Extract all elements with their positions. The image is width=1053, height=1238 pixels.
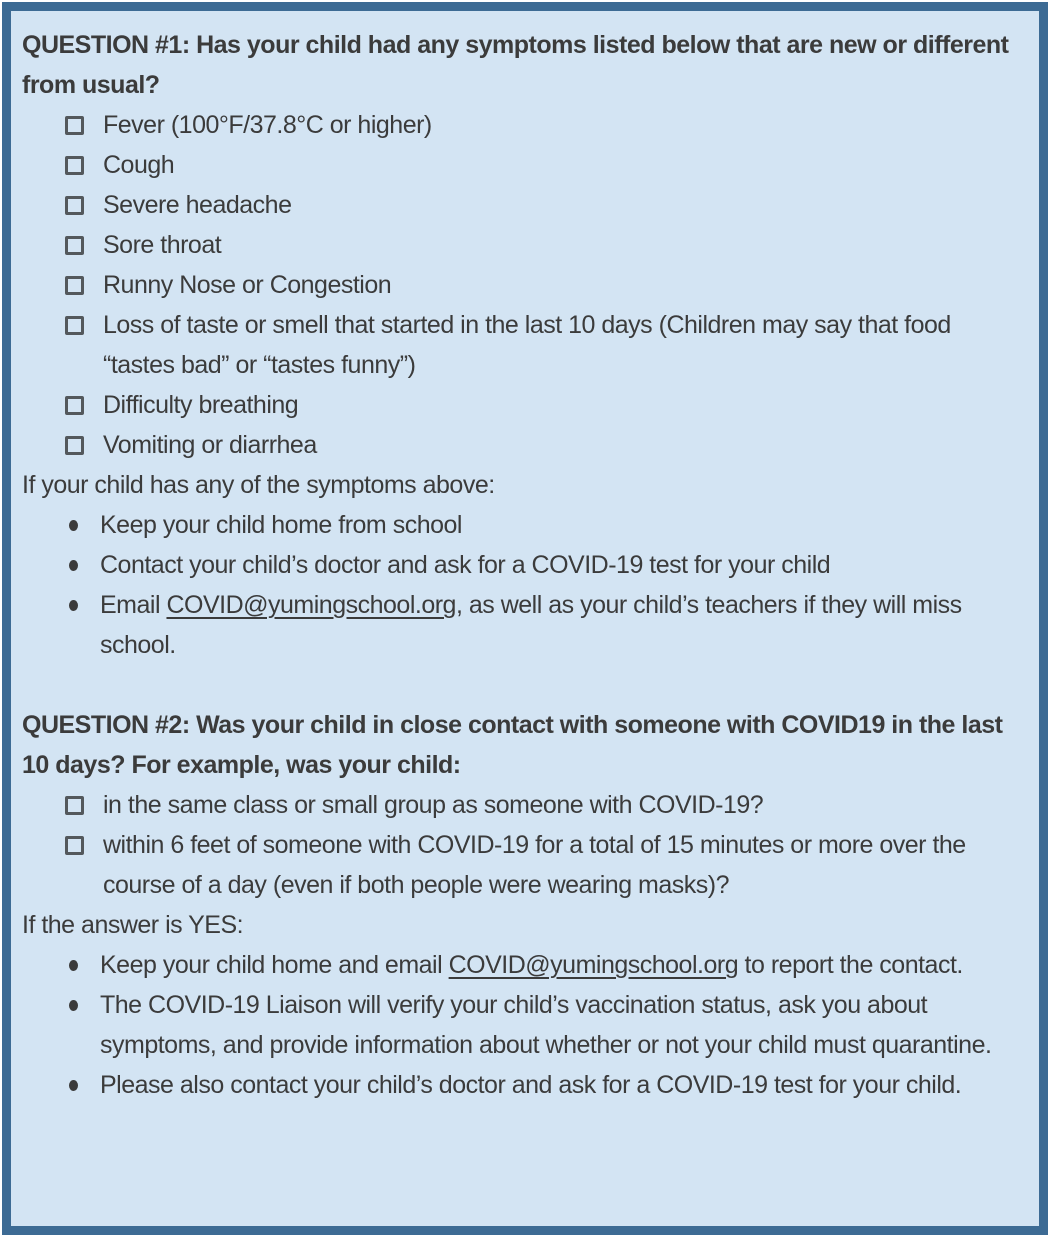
question1-followup-intro: If your child has any of the symptoms above: <box>22 471 495 499</box>
action-text-suffix: , as well as your child’s teachers if they will miss school. <box>100 591 962 659</box>
symptom-label: Vomiting or diarrhea <box>103 431 317 459</box>
symptom-checkbox[interactable] <box>65 116 84 135</box>
bullet-icon <box>69 520 78 531</box>
symptom-checkbox[interactable] <box>65 316 84 335</box>
action-text-prefix: Email <box>100 591 167 619</box>
symptom-item-headache <box>22 185 1025 225</box>
symptom-checkbox[interactable] <box>65 156 84 175</box>
action-text: Keep your child home from school <box>100 511 462 539</box>
email-link[interactable]: COVID@yumingschool.org <box>166 591 456 619</box>
symptom-checkbox[interactable] <box>65 236 84 255</box>
question2-action-list <box>22 945 1025 1105</box>
condition-item-within-6-feet <box>22 825 1025 905</box>
action-text <box>100 951 963 979</box>
symptom-item-difficulty-breathing <box>22 385 1025 425</box>
action-item-contact-doctor <box>22 545 1025 585</box>
bullet-icon <box>69 1000 78 1011</box>
symptom-item-fever <box>22 105 1025 145</box>
action-text-suffix: to report the contact. <box>738 951 963 979</box>
bullet-icon <box>69 600 78 611</box>
action-text-prefix: Keep your child home and email <box>100 951 449 979</box>
symptom-checkbox[interactable] <box>65 436 84 455</box>
symptom-item-vomiting <box>22 425 1025 465</box>
condition-checkbox[interactable] <box>65 796 84 815</box>
symptom-checkbox[interactable] <box>65 396 84 415</box>
symptom-label: Cough <box>103 151 175 179</box>
symptom-label: Difficulty breathing <box>103 391 299 419</box>
symptom-item-loss-of-taste <box>22 305 1025 385</box>
symptom-label: Fever (100°F/37.8°C or higher) <box>103 111 432 139</box>
symptom-label: Severe headache <box>103 191 292 219</box>
question2-heading: QUESTION #2: Was your child in close contact with someone with COVID19 in the last 10 days? For example, was your child: <box>22 711 1003 779</box>
symptom-label: Sore throat <box>103 231 222 259</box>
symptom-label: Runny Nose or Congestion <box>103 271 392 299</box>
symptom-item-sore-throat <box>22 225 1025 265</box>
action-text: Contact your child’s doctor and ask for a COVID-19 test for your child <box>100 551 831 579</box>
email-link[interactable]: COVID@yumingschool.org <box>448 951 739 979</box>
bullet-icon <box>69 560 78 571</box>
question1-symptom-list <box>22 105 1025 465</box>
action-item-keep-home <box>22 505 1025 545</box>
symptom-label: Loss of taste or smell that started in the last 10 days (Children may say that food “tastes bad” or “tastes funny”) <box>103 311 951 379</box>
condition-item-same-class <box>22 785 1025 825</box>
action-text: The COVID-19 Liaison will verify your child’s vaccination status, ask you about symptoms, and provide information about whether or not your child must quarantine. <box>100 991 992 1059</box>
symptom-item-runny-nose <box>22 265 1025 305</box>
condition-label: within 6 feet of someone with COVID-19 for a total of 15 minutes or more over the course of a day (even if both people were wearing masks)? <box>103 831 966 899</box>
symptom-checkbox[interactable] <box>65 196 84 215</box>
symptom-checkbox[interactable] <box>65 276 84 295</box>
bullet-icon <box>69 1080 78 1091</box>
action-text: Please also contact your child’s doctor and ask for a COVID-19 test for your child. <box>100 1071 962 1099</box>
question1-heading: QUESTION #1: Has your child had any symptoms listed below that are new or different from usual? <box>22 31 1009 99</box>
action-item-keep-home-email <box>22 945 1025 985</box>
action-item-email-school <box>22 585 1025 665</box>
condition-checkbox[interactable] <box>65 836 84 855</box>
question2-followup-intro: If the answer is YES: <box>22 911 244 939</box>
covid-screening-questionnaire-box <box>2 2 1048 1235</box>
symptom-item-cough <box>22 145 1025 185</box>
bullet-icon <box>69 960 78 971</box>
condition-label: in the same class or small group as someone with COVID-19? <box>103 791 764 819</box>
question2-condition-list <box>22 785 1025 905</box>
action-item-liaison-verify <box>22 985 1025 1065</box>
question1-action-list <box>22 505 1025 665</box>
action-item-contact-doctor-test <box>22 1065 1025 1105</box>
action-text <box>100 591 962 659</box>
